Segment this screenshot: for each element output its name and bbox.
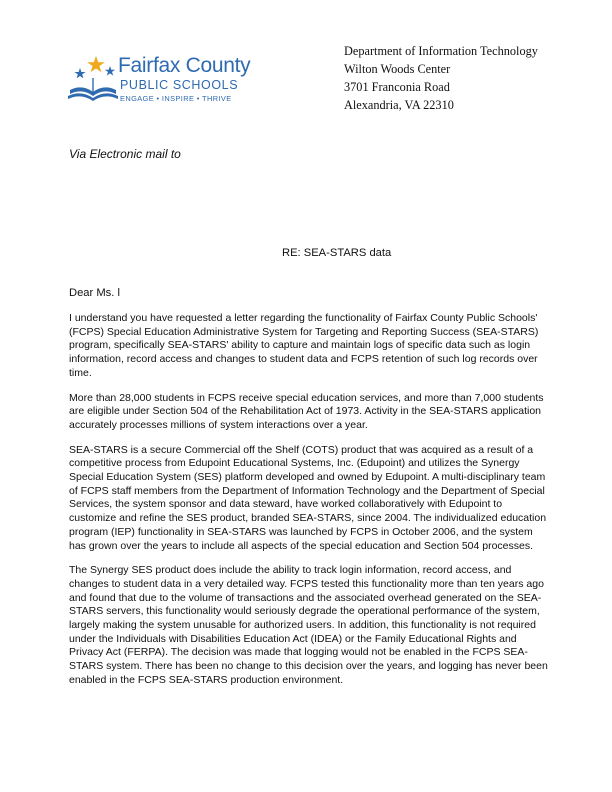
open-book-star-icon [66, 54, 120, 106]
fcps-logo [66, 52, 266, 112]
address-line-3: 3701 Franconia Road [344, 80, 450, 94]
address-line-1: Department of Information Technology [344, 44, 538, 58]
body-paragraph: I understand you have requested a letter regarding the functionality of Fairfax County Public Schools' (FCPS) Special Education Administrative System for Targeting and Reporting Success (SEA-STARS) program, specifically SEA-STARS' ability to capture and maintain logs of specific data such as login information, record access and changes to student data and FCPS retention of such log records over time. [69, 312, 539, 379]
salutation: Dear Ms. l [69, 287, 120, 299]
subject-line: RE: SEA-STARS data [282, 247, 392, 259]
body-paragraph: More than 28,000 students in FCPS receive special education services, and more than 7,000 students are eligible under Section 504 of the Rehabilitation Act of 1973. Activity in the SEA-STARS application accurately processes millions of system interactions over a year. [69, 391, 544, 431]
address-line-4: Alexandria, VA 22310 [344, 98, 454, 112]
body-paragraph: SEA-STARS is a secure Commercial off the Shelf (COTS) product that was acquired as a result of a competitive process from Edupoint Educational Systems, Inc. (Edupoint) and utilizes the Synergy Special Education System (SES) platform developed and owned by Edupoint. A multi-disciplinary team of FCPS staff members from the Department of Information Technology and the Department of Special Services, the system sponsor and data steward, have worked collaboratively with Edupoint to customize and refine the SES product, branded SEA-STARS, since 2004. The individualized education program (IEP) functionality in SEA-STARS was launched by FCPS in October 2006, and the system has grown over the years to include all aspects of the special education and Section 504 processes. [69, 443, 547, 552]
logo-tagline: ENGAGE • INSPIRE • THRIVE [120, 94, 232, 103]
body-paragraph: The Synergy SES product does include the ability to track login information, record access, and changes to student data in a very detailed way. FCPS tested this functionality more than ten years ago and found that due to the volume of transactions and the associated overhead generated on the SEA-STARS servers, this functionality would seriously degrade the operational performance of the system, largely making the system unusable for authorized users. In addition, this functionality is not required under the Individuals with Disabilities Education Act (IDEA) or the Family Educational Rights and Privacy Act (FERPA). The decision was made that logging would not be enabled in the FCPS SEA-STARS system. There has been no change to this decision over the years, and logging has never been enabled in the FCPS SEA-STARS production environment. [69, 564, 548, 686]
sender-address [344, 42, 538, 114]
logo-org-sub: PUBLIC SCHOOLS [120, 78, 239, 92]
logo-org-name: Fairfax County [118, 54, 251, 77]
delivery-method: Via Electronic mail to [69, 147, 181, 161]
letter-body [69, 312, 549, 699]
address-line-2: Wilton Woods Center [344, 62, 451, 76]
